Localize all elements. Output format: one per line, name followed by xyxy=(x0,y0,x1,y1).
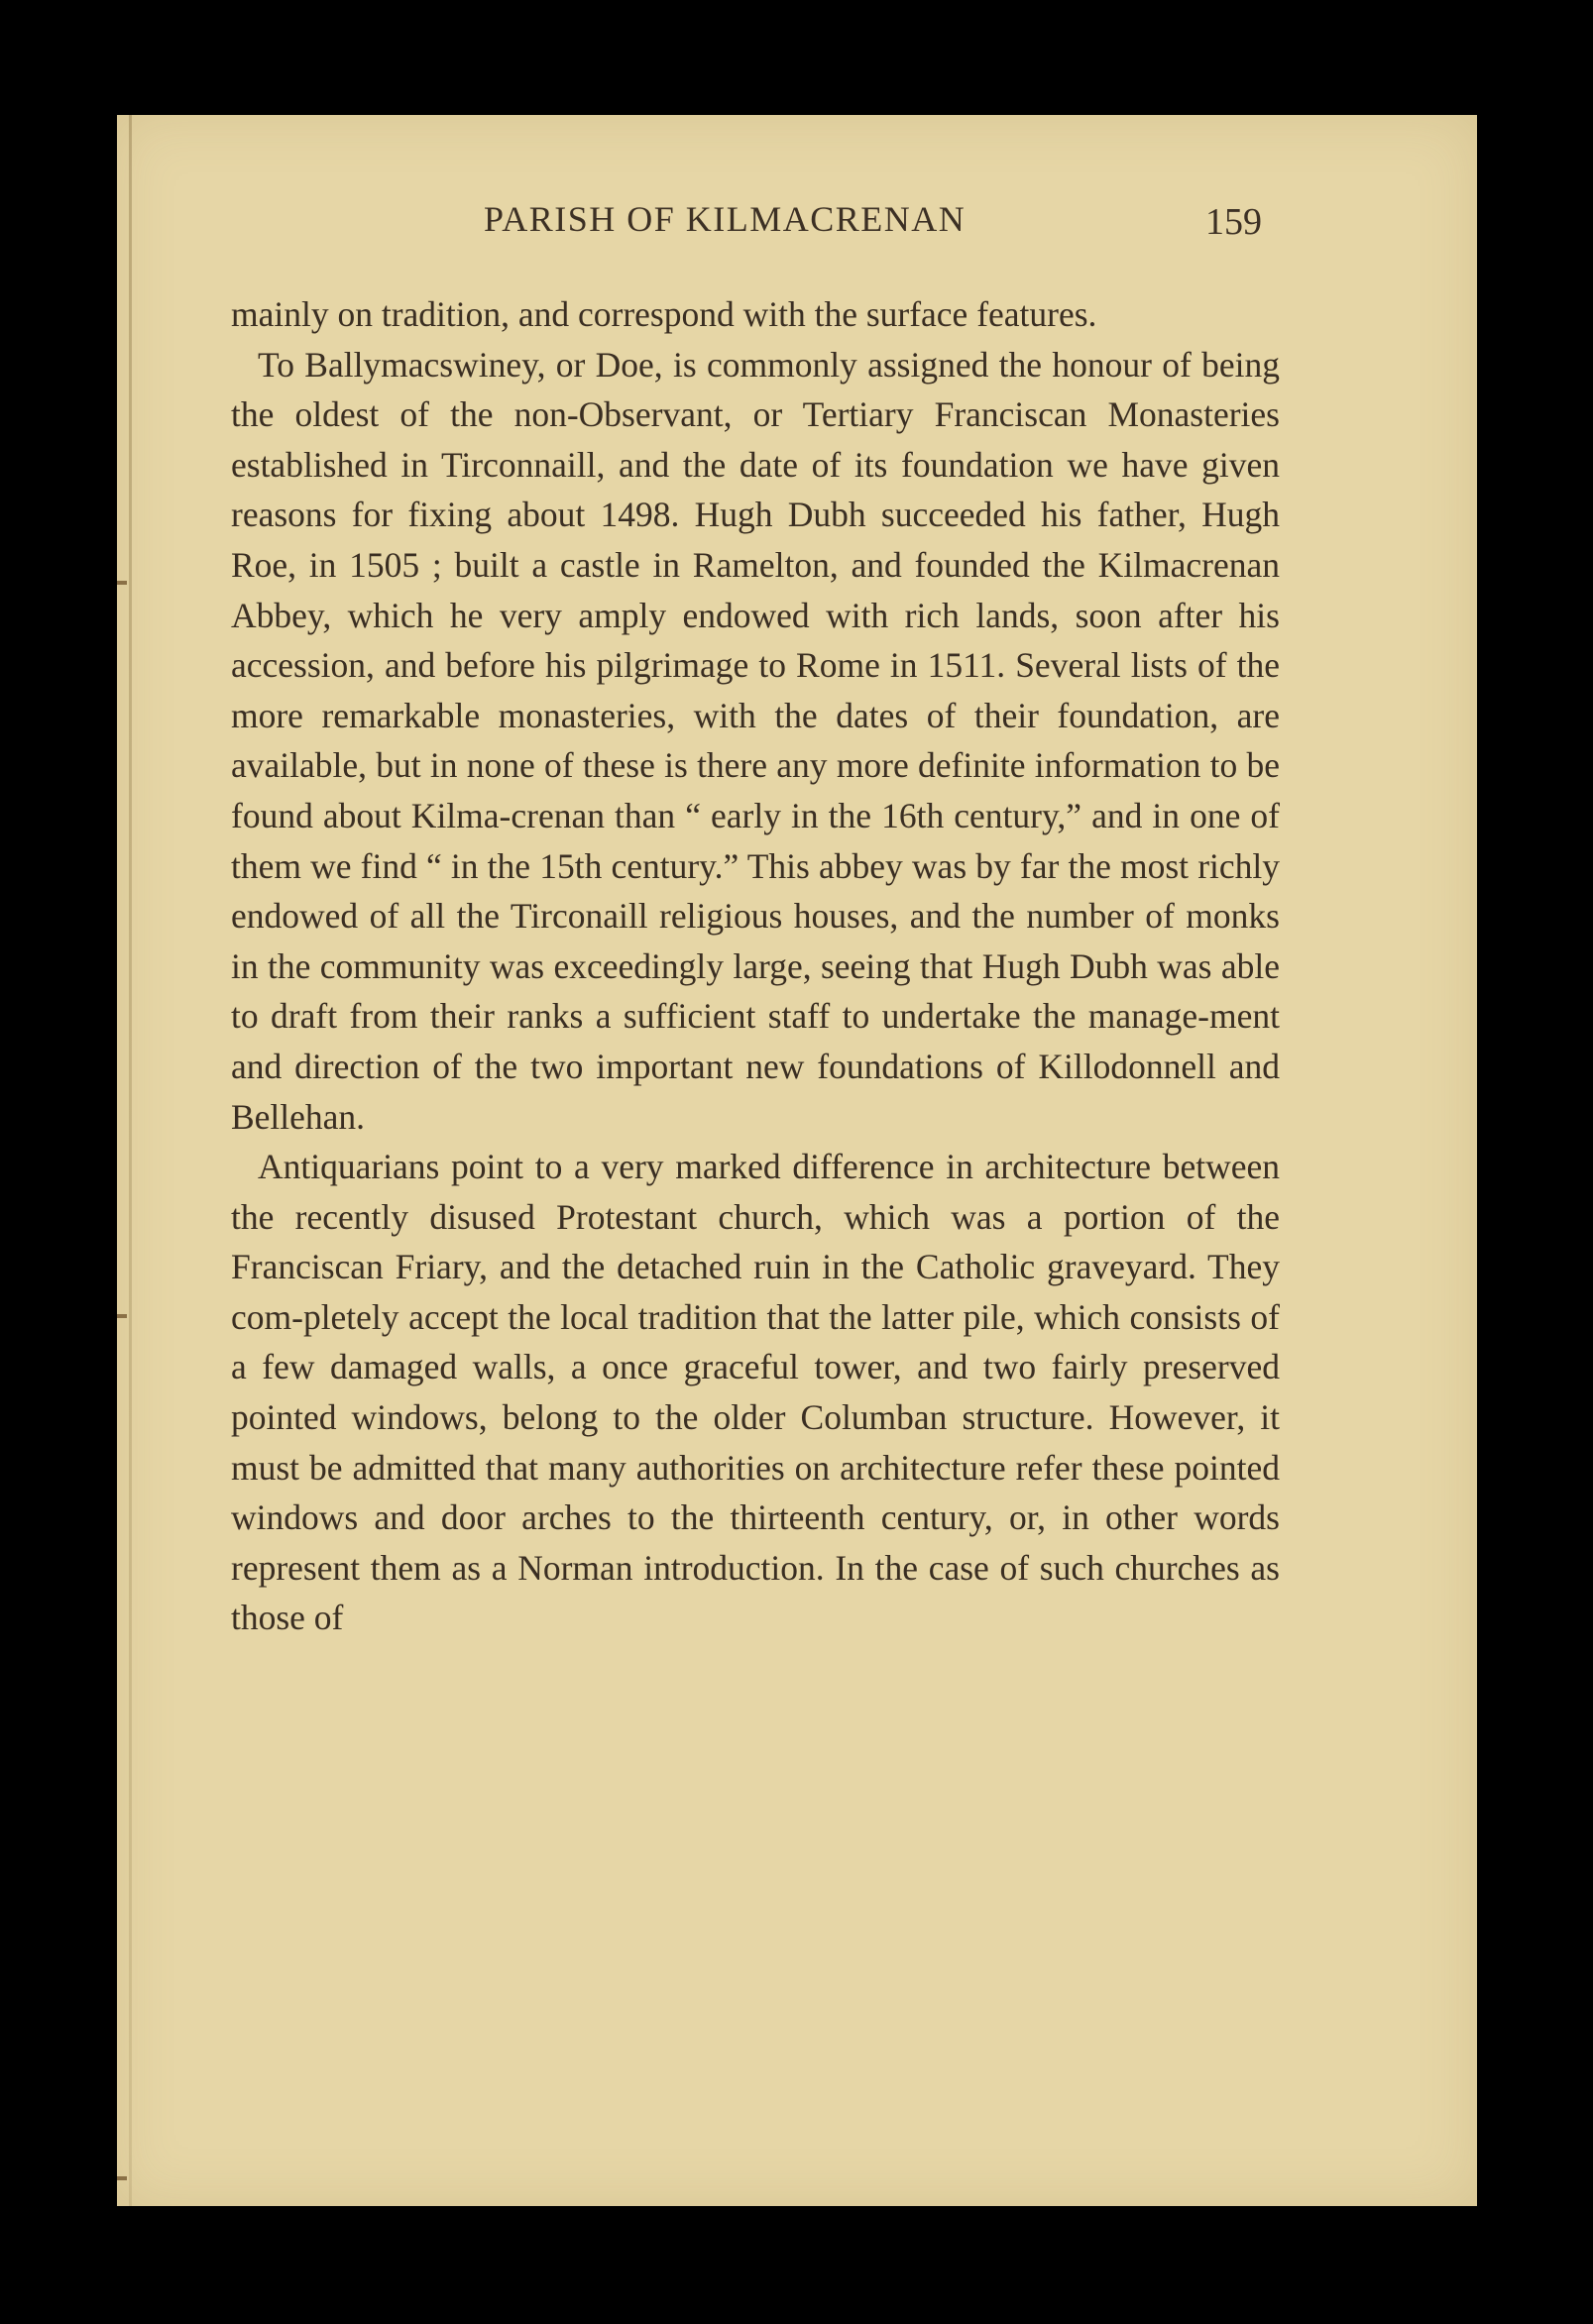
binding-gutter xyxy=(129,115,132,2206)
running-title: PARISH OF KILMACRENAN xyxy=(484,199,967,239)
page-number: 159 xyxy=(1205,201,1262,243)
gutter-mark xyxy=(117,1314,127,1318)
page-header xyxy=(117,198,1282,258)
paragraph: To Ballymacswiney, or Doe, is commonly assigned the honour of being the oldest of the non-Observant, or Tertiary Franciscan Monasteries established in Tirconnaill, and the date of its foundation we have given reasons for fixing about 1498. Hugh Dubh succeeded his father, Hugh Roe, in 1505 ; built a castle in Ramelton, and founded the Kilmacrenan Abbey, which he very amply endowed with rich lands, soon after his accession, and before his pilgrimage to Rome in 1511. Several lists of the more remarkable monasteries, with the dates of their foundation, are available, but in none of these is there any more definite information to be found about Kilma-crenan than “ early in the 16th century,” and in one of them we find “ in the 15th century.” This abbey was by far the most richly endowed of all the Tirconaill religious houses, and the number of monks in the community was exceedingly large, seeing that Hugh Dubh was able to draft from their ranks a sufficient staff to undertake the manage-ment and direction of the two important new foundations of Killodonnell and Bellehan. xyxy=(231,344,1280,1137)
gutter-mark xyxy=(117,581,127,585)
book-page xyxy=(117,115,1477,2206)
gutter-mark xyxy=(117,2176,127,2180)
paragraph: Antiquarians point to a very marked difference in architecture between the recently disused Protestant church, which was a portion of the Franciscan Friary, and the detached ruin in the Catholic graveyard. They com-pletely accept the local tradition that the latter pile, which consists of a few damaged walls, a once graceful tower, and two fairly preserved pointed windows, belong to the older Columban structure. However, it must be admitted that many authorities on architecture refer these pointed windows and door arches to the thirteenth century, or, in other words represent them as a Norman introduction. In the case of such churches as those of xyxy=(231,1147,1280,1638)
paragraph: mainly on tradition, and correspond with the surface features. xyxy=(231,294,1097,334)
body-text xyxy=(231,289,1280,1643)
